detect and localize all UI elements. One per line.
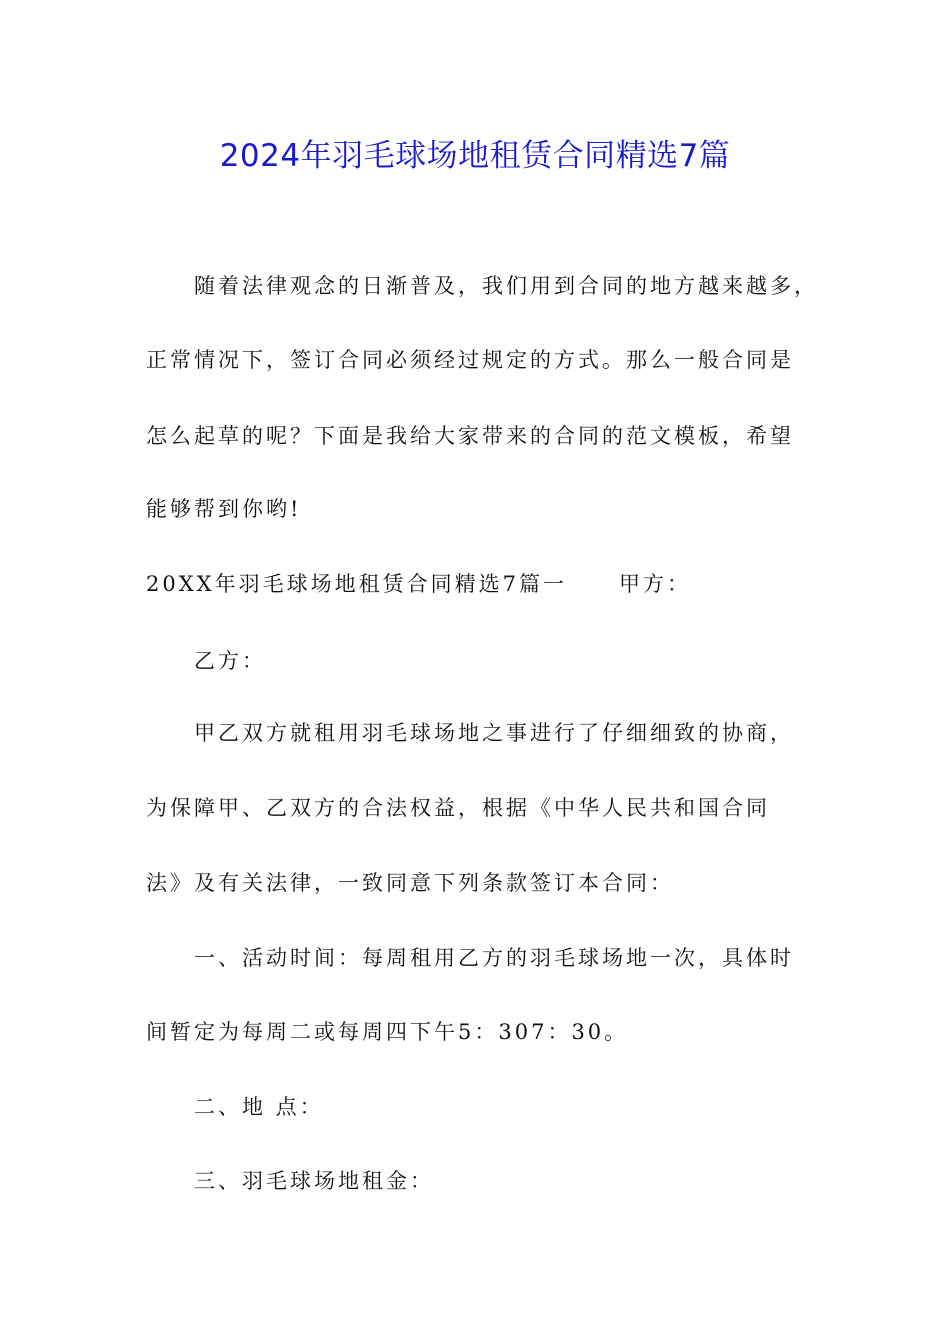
party-b-label: 乙方： [194,649,266,673]
intro-line-2: 正常情况下，签订合同必须经过规定的方式。那么一般合同是 [146,348,794,372]
clause-2: 二、地 点： [194,1095,324,1119]
preamble-line-1: 甲乙双方就租用羽毛球场地之事进行了仔细细致的协商， [194,721,794,745]
clause-3: 三、羽毛球场地租金： [194,1169,434,1193]
section-heading-line [146,569,691,599]
section-heading: 20XX年羽毛球场地租赁合同精选7篇一 [146,572,567,596]
intro-line-1: 随着法律观念的日渐普及，我们用到合同的地方越来越多， [194,274,818,298]
intro-line-3: 怎么起草的呢？下面是我给大家带来的合同的范文模板，希望 [146,424,794,448]
clause-1-line-1: 一、活动时间：每周租用乙方的羽毛球场地一次，具体时 [194,946,794,970]
party-a-label: 甲方： [618,572,691,596]
preamble-line-2: 为保障甲、乙双方的合法权益，根据《中华人民共和国合同 [146,796,770,820]
document-title: 2024年羽毛球场地租赁合同精选7篇 [219,138,731,174]
preamble-line-3: 法》及有关法律，一致同意下列条款签订本合同： [146,871,674,895]
intro-line-4: 能够帮到你哟! [146,497,302,521]
clause-1-line-2: 间暂定为每周二或每周四下午5：307：30。 [146,1020,629,1044]
